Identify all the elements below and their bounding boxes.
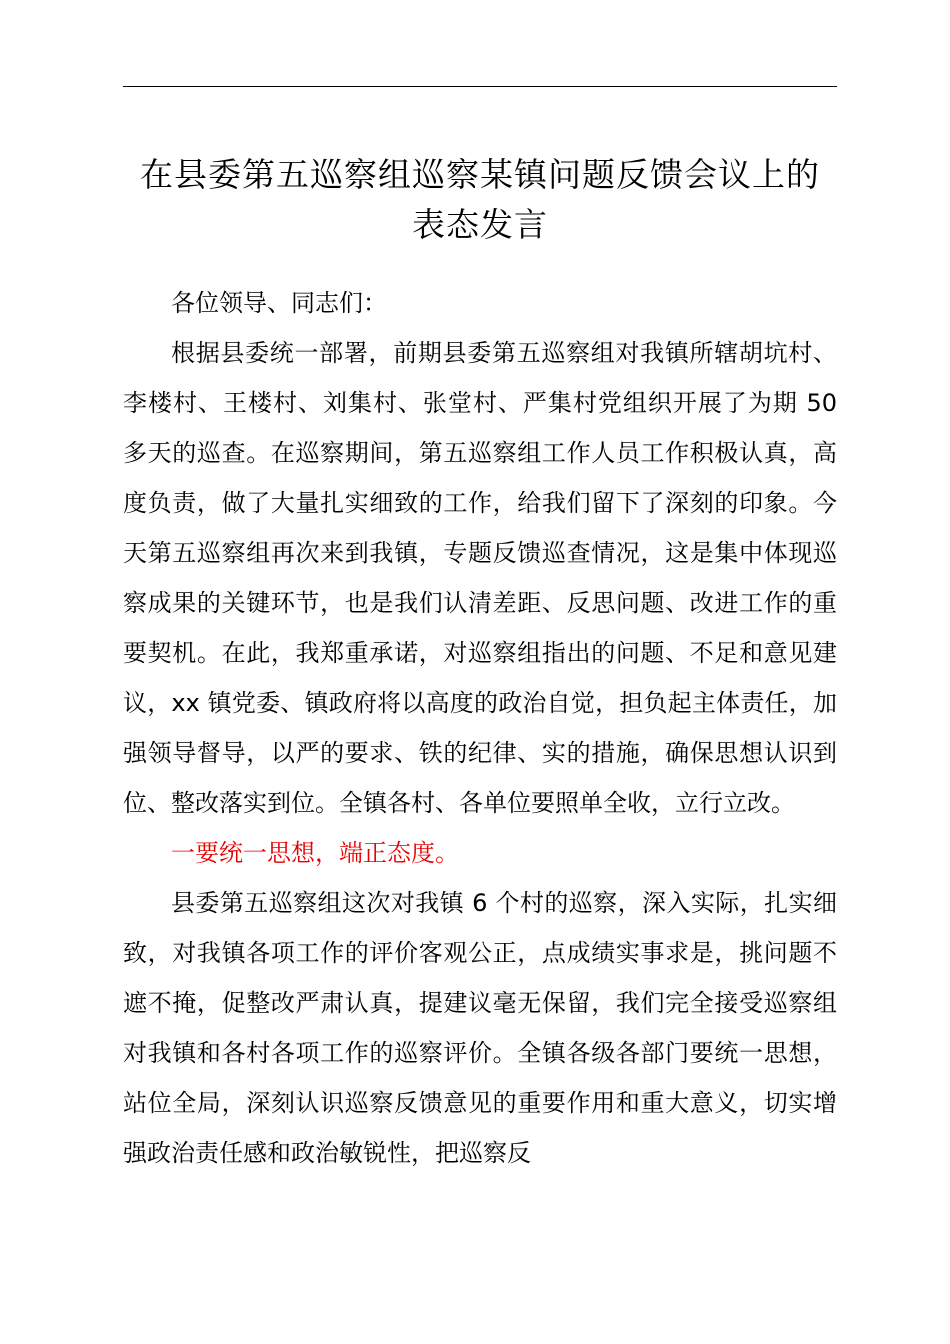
paragraph-1: 根据县委统一部署，前期县委第五巡察组对我镇所辖胡坑村、李楼村、王楼村、刘集村、张堂村、严集村党组织开展了为期 50 多天的巡查。在巡察期间，第五巡察组工作人员工作积极认真，高度负责，做了大量扎实细致的工作，给我们留下了深刻的印象。今天第五巡察组再次来到我镇，专题反馈巡查情况，这是集中体现巡察成果的关键环节，也是我们认清差距、反思问题、改进工作的重要契机。在此，我郑重承诺，对巡察组指出的问题、不足和意见建议，xx 镇党委、镇政府将以高度的政治自觉，担负起主体责任，加强领导督导，以严的要求、铁的纪律、实的措施，确保思想认识到位、整改落实到位。全镇各村、各单位要照单全收，立行立改。 [123,339,837,817]
document-title [100,150,860,250]
paragraph-2: 县委第五巡察组这次对我镇 6 个村的巡察，深入实际，扎实细致，对我镇各项工作的评价客观公正，点成绩实事求是，挑问题不遮不掩，促整改严肃认真，提建议毫无保留，我们完全接受巡察组对我镇和各村各项工作的巡察评价。全镇各级各部门要统一思想，站位全局，深刻认识巡察反馈意见的重要作用和重大意义，切实增强政治责任感和政治敏锐性，把巡察反 [123,889,837,1167]
header-rule [123,86,837,87]
section-heading-1: 一要统一思想，端正态度。 [171,839,459,867]
title-line-2: 表态发言 [412,205,548,244]
title-line-1: 在县委第五巡察组巡察某镇问题反馈会议上的 [140,155,820,194]
document-body [123,278,837,1178]
salutation: 各位领导、同志们： [171,289,387,317]
